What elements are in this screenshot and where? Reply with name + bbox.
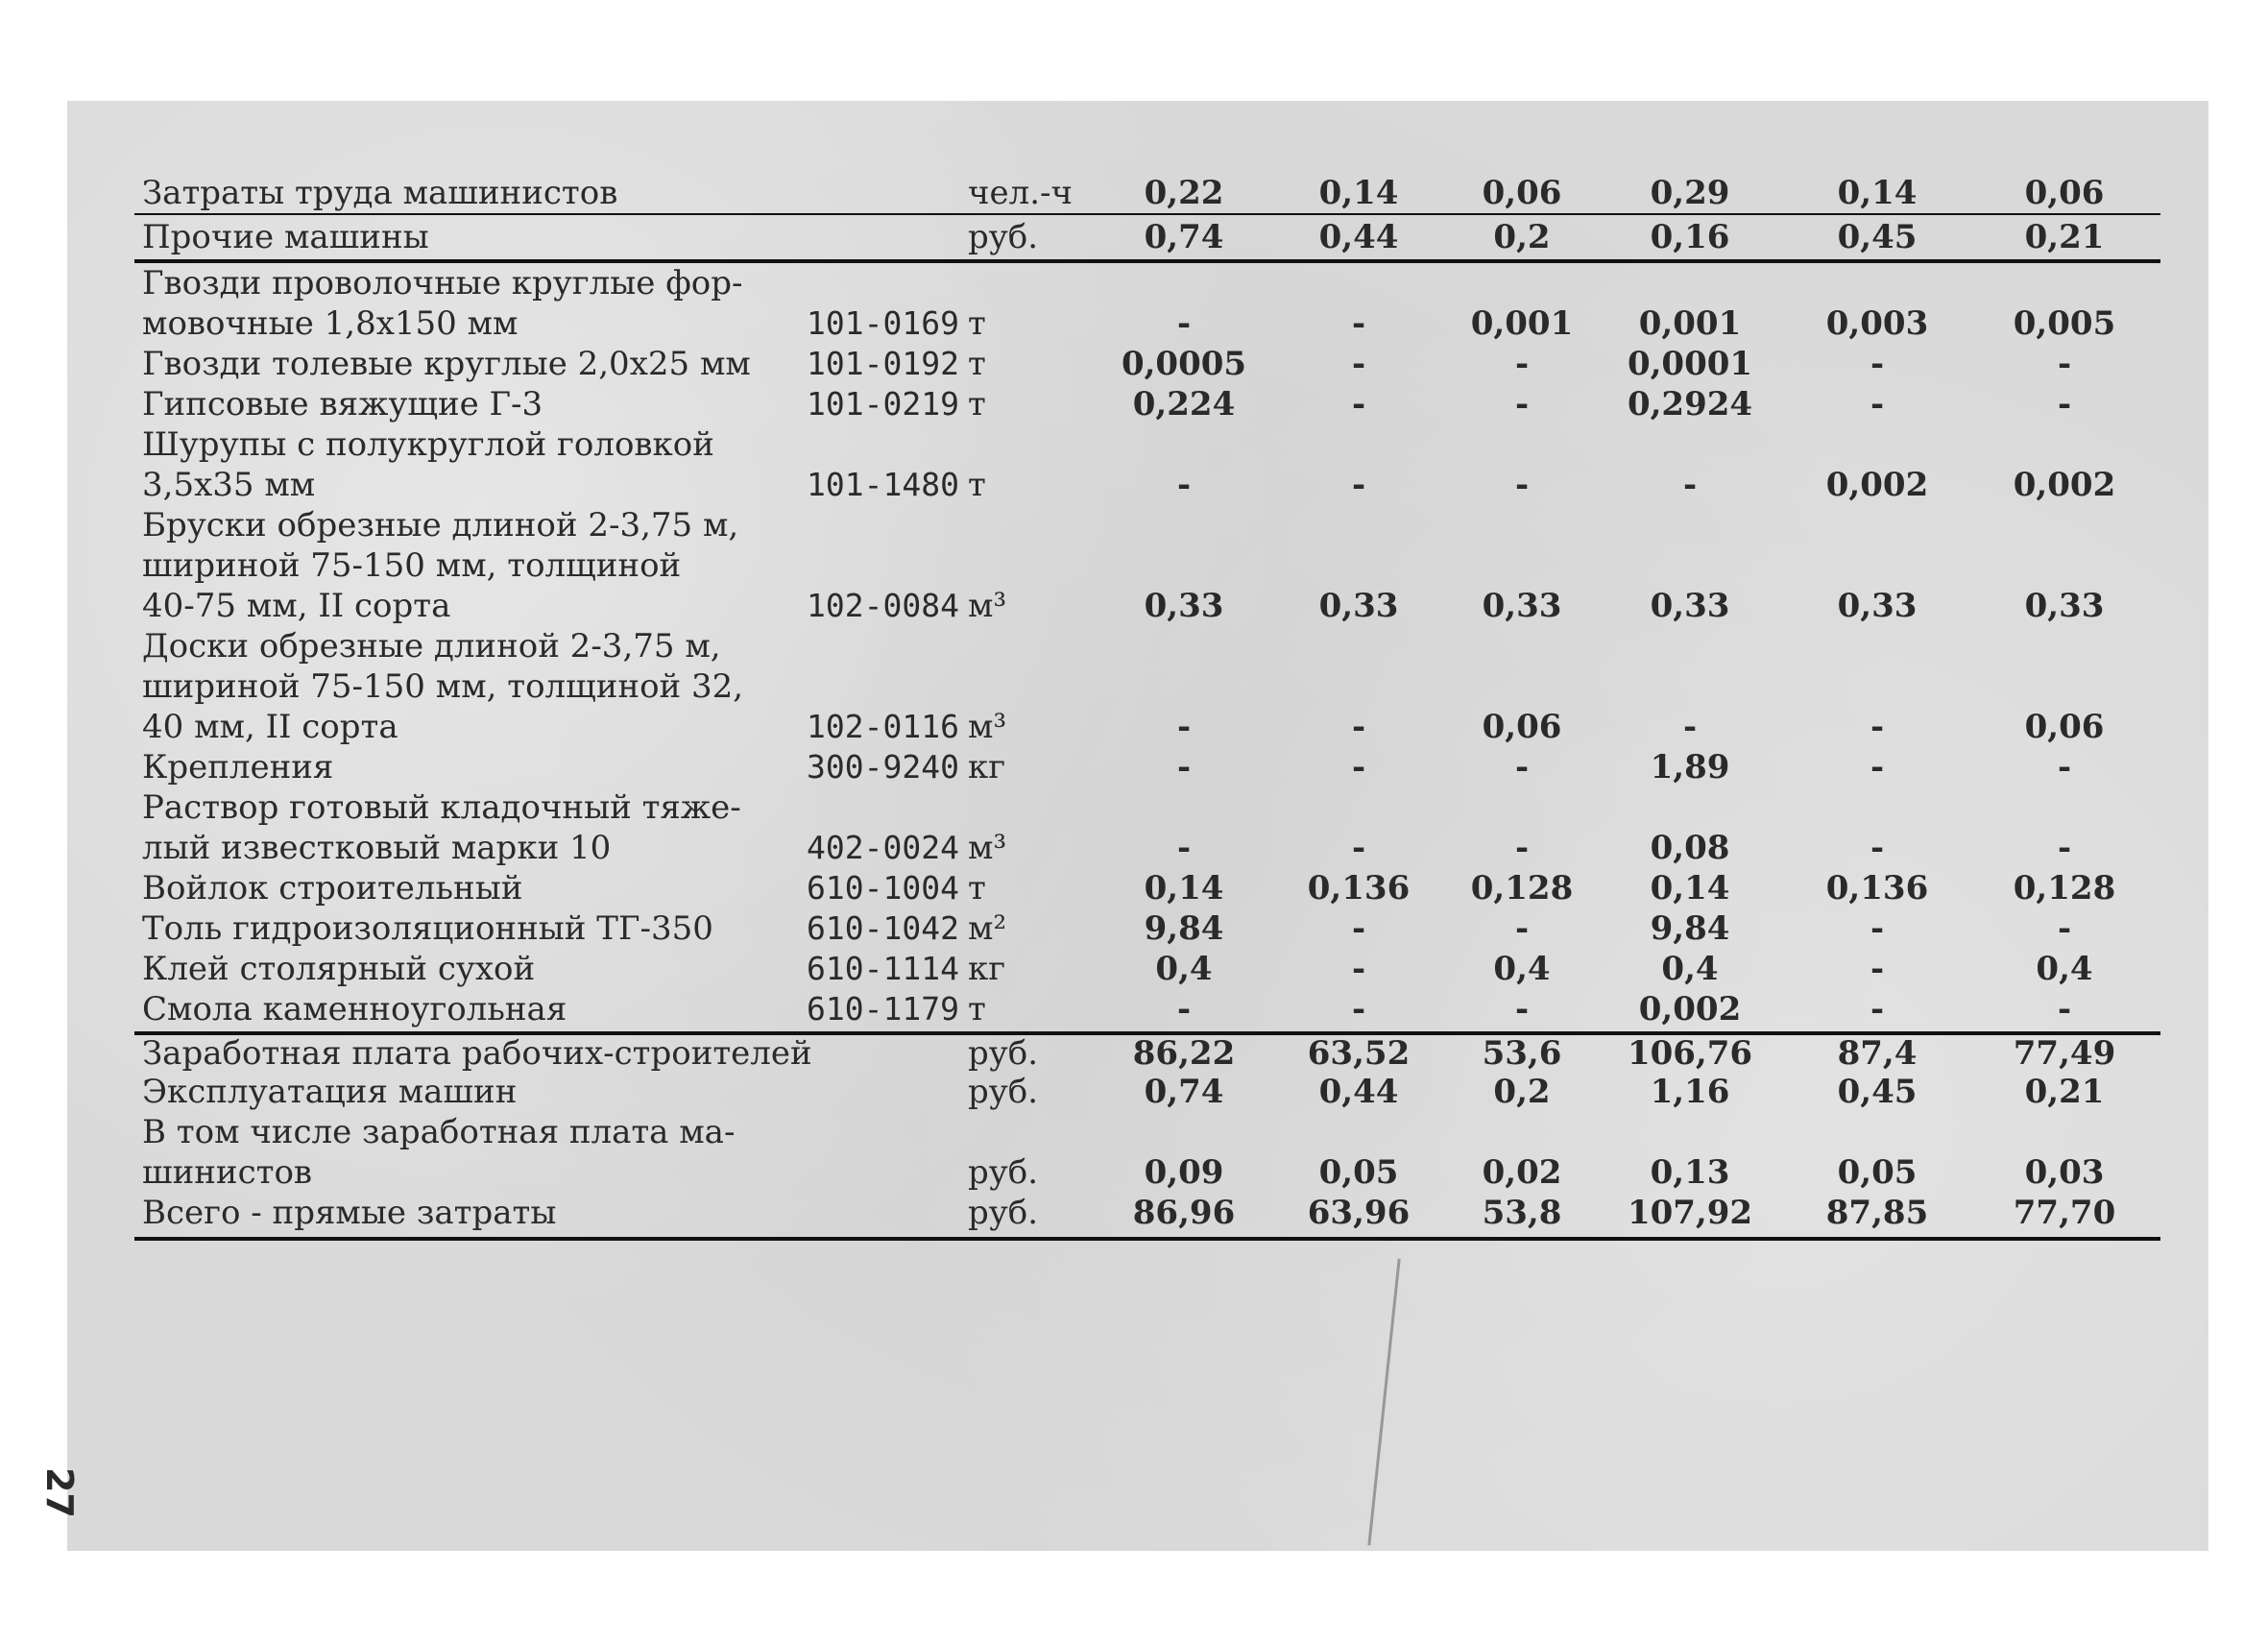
value: 87,4 [1837, 1034, 1918, 1073]
value: - [1176, 829, 1192, 867]
value: 0,4 [1661, 950, 1719, 988]
value: 0,29 [1650, 174, 1730, 212]
unit: руб. [968, 1194, 1039, 1232]
resource-name: Затраты труда машинистов [142, 174, 618, 212]
value: 0,128 [1470, 869, 1574, 907]
value: - [2057, 748, 2072, 786]
resource-name-line: Гвозди проволочные круглые фор- [142, 264, 743, 302]
resource-name: Толь гидроизоляционный ТГ-350 [142, 909, 713, 948]
value: 1,89 [1650, 748, 1730, 786]
value: - [1351, 829, 1366, 867]
value: - [2057, 990, 2072, 1028]
resource-name: Гвозди толевые круглые 2,0х25 мм [142, 345, 751, 383]
cost-label: Эксплуатация машин [142, 1073, 518, 1111]
resource-name-line: мовочные 1,8х150 мм [142, 304, 519, 343]
value: - [1514, 909, 1530, 948]
value: 0,0001 [1627, 345, 1753, 383]
unit: т [968, 869, 986, 907]
table-bottom-rule [134, 1237, 2160, 1241]
resource-name-line: 40 мм, II сорта [142, 708, 398, 746]
value: - [1176, 466, 1192, 504]
resource-name: Смола каменноугольная [142, 990, 567, 1028]
value: 53,6 [1482, 1034, 1562, 1073]
value: 86,22 [1132, 1034, 1236, 1073]
unit: кг [968, 748, 1006, 786]
value: 0,74 [1144, 218, 1224, 256]
value: - [1514, 829, 1530, 867]
value: - [1870, 385, 1885, 423]
value: 9,84 [1144, 909, 1224, 948]
value: 0,4 [1155, 950, 1213, 988]
value: 0,002 [2013, 466, 2116, 504]
value: - [1351, 385, 1366, 423]
value: 0,06 [1482, 708, 1562, 746]
value: - [1870, 829, 1885, 867]
value: - [1870, 950, 1885, 988]
value: 0,08 [1650, 829, 1730, 867]
resource-name: Войлок строительный [142, 869, 523, 907]
resource-name: Крепления [142, 748, 334, 786]
value: 0,001 [1638, 304, 1742, 343]
value: 77,70 [2013, 1194, 2116, 1232]
value: - [2057, 829, 2072, 867]
value: 1,16 [1650, 1073, 1730, 1111]
value: 0,33 [1144, 587, 1224, 625]
value: 0,16 [1650, 218, 1730, 256]
value: - [2057, 909, 2072, 948]
value: 0,136 [1307, 869, 1411, 907]
resource-name-line: Раствор готовый кладочный тяже- [142, 788, 741, 827]
value: 0,21 [2024, 1073, 2105, 1111]
value: 0,13 [1650, 1153, 1730, 1192]
resource-name: Клей столярный сухой [142, 950, 536, 988]
value: 0,14 [1144, 869, 1224, 907]
resource-name-line: 3,5х35 мм [142, 466, 316, 504]
value: 0,003 [1825, 304, 1929, 343]
value: - [1514, 385, 1530, 423]
value: 53,8 [1482, 1194, 1562, 1232]
value: 0,03 [2024, 1153, 2105, 1192]
value: 0,14 [1650, 869, 1730, 907]
value: 0,224 [1132, 385, 1236, 423]
value: 0,2 [1493, 1073, 1551, 1111]
unit: м³ [968, 829, 1007, 867]
value: - [1351, 345, 1366, 383]
unit: т [968, 990, 986, 1028]
resource-name: Прочие машины [142, 218, 429, 256]
value: - [1514, 990, 1530, 1028]
value: - [1351, 990, 1366, 1028]
value: 0,4 [2036, 950, 2093, 988]
value: - [1351, 708, 1366, 746]
resource-name-line: Шурупы с полукруглой головкой [142, 425, 714, 464]
value: - [1351, 304, 1366, 343]
value: - [1514, 345, 1530, 383]
value: - [1682, 708, 1698, 746]
value: 0,2924 [1627, 385, 1753, 423]
value: 0,06 [1482, 174, 1562, 212]
value: 0,05 [1318, 1153, 1399, 1192]
value: - [1870, 990, 1885, 1028]
resource-code: 101-0219 [807, 385, 959, 423]
unit: т [968, 304, 986, 343]
value: 0,002 [1825, 466, 1929, 504]
resource-name-line: шириной 75-150 мм, толщиной 32, [142, 667, 744, 706]
unit: кг [968, 950, 1006, 988]
value: - [2057, 385, 2072, 423]
resource-code: 101-0192 [807, 345, 959, 382]
unit: т [968, 345, 986, 383]
unit: руб. [968, 1153, 1039, 1192]
resource-code: 610-1004 [807, 869, 959, 907]
value: 0,45 [1837, 1073, 1918, 1111]
value: - [1176, 304, 1192, 343]
value: - [1514, 748, 1530, 786]
value: 0,002 [1638, 990, 1742, 1028]
value: 0,33 [1837, 587, 1918, 625]
value: 0,33 [1318, 587, 1399, 625]
value: 0,06 [2024, 174, 2105, 212]
value: 0,09 [1144, 1153, 1224, 1192]
value: - [1870, 708, 1885, 746]
value: - [1870, 345, 1885, 383]
unit: м³ [968, 587, 1007, 625]
value: 106,76 [1627, 1034, 1753, 1073]
value: - [1870, 909, 1885, 948]
value: 107,92 [1627, 1194, 1753, 1232]
value: 0,74 [1144, 1073, 1224, 1111]
value: 87,85 [1825, 1194, 1929, 1232]
unit: м³ [968, 708, 1007, 746]
page-number: 27 [38, 1467, 81, 1518]
value: 0,45 [1837, 218, 1918, 256]
resource-name-line: Бруски обрезные длиной 2-3,75 м, [142, 506, 739, 544]
value: 0,001 [1470, 304, 1574, 343]
unit: т [968, 466, 986, 504]
value: - [2057, 345, 2072, 383]
value: - [1514, 466, 1530, 504]
cost-label-line: шинистов [142, 1153, 313, 1192]
value: 0,44 [1318, 1073, 1399, 1111]
resource-code: 610-1114 [807, 950, 959, 987]
value: 0,22 [1144, 174, 1224, 212]
value: 86,96 [1132, 1194, 1236, 1232]
value: 0,136 [1825, 869, 1929, 907]
value: 0,33 [1482, 587, 1562, 625]
resource-name: Гипсовые вяжущие Г-3 [142, 385, 543, 423]
value: 63,52 [1307, 1034, 1411, 1073]
value: 0,14 [1318, 174, 1399, 212]
unit: чел.-ч [968, 174, 1073, 212]
resource-code: 102-0116 [807, 708, 959, 745]
resource-code: 101-1480 [807, 466, 959, 503]
resource-code: 610-1042 [807, 909, 959, 947]
value: 0,2 [1493, 218, 1551, 256]
value: 0,4 [1493, 950, 1551, 988]
unit: руб. [968, 218, 1039, 256]
resource-name-line: лый известковый марки 10 [142, 829, 612, 867]
value: - [1176, 990, 1192, 1028]
value: 0,33 [1650, 587, 1730, 625]
resource-code: 300-9240 [807, 748, 959, 786]
value: - [1682, 466, 1698, 504]
cost-label: Заработная плата рабочих-строителей [142, 1034, 812, 1073]
value: - [1351, 748, 1366, 786]
value: 0,44 [1318, 218, 1399, 256]
value: 0,128 [2013, 869, 2116, 907]
unit: м² [968, 909, 1007, 948]
value: 0,005 [2013, 304, 2116, 343]
value: - [1351, 466, 1366, 504]
unit: т [968, 385, 986, 423]
value: 0,33 [2024, 587, 2105, 625]
value: - [1176, 748, 1192, 786]
total-label: Всего - прямые затраты [142, 1194, 557, 1232]
resource-name-line: 40-75 мм, II сорта [142, 587, 451, 625]
value: 0,06 [2024, 708, 2105, 746]
value: 0,21 [2024, 218, 2105, 256]
value: 77,49 [2013, 1034, 2116, 1073]
value: 0,14 [1837, 174, 1918, 212]
resource-name-line: Доски обрезные длиной 2-3,75 м, [142, 627, 721, 665]
value: 9,84 [1650, 909, 1730, 948]
value: 0,0005 [1121, 345, 1247, 383]
value: - [1870, 748, 1885, 786]
value: 63,96 [1307, 1194, 1411, 1232]
value: - [1176, 708, 1192, 746]
value: - [1351, 909, 1366, 948]
resource-code: 102-0084 [807, 587, 959, 624]
row-divider [134, 213, 2160, 215]
unit: руб. [968, 1073, 1039, 1111]
resource-name-line: шириной 75-150 мм, толщиной [142, 546, 682, 585]
value: 0,05 [1837, 1153, 1918, 1192]
resource-code: 402-0024 [807, 829, 959, 866]
value: - [1351, 950, 1366, 988]
resource-code: 610-1179 [807, 990, 959, 1028]
resource-code: 101-0169 [807, 304, 959, 342]
value: 0,02 [1482, 1153, 1562, 1192]
cost-label-line: В том числе заработная плата ма- [142, 1113, 736, 1151]
unit: руб. [968, 1034, 1039, 1073]
